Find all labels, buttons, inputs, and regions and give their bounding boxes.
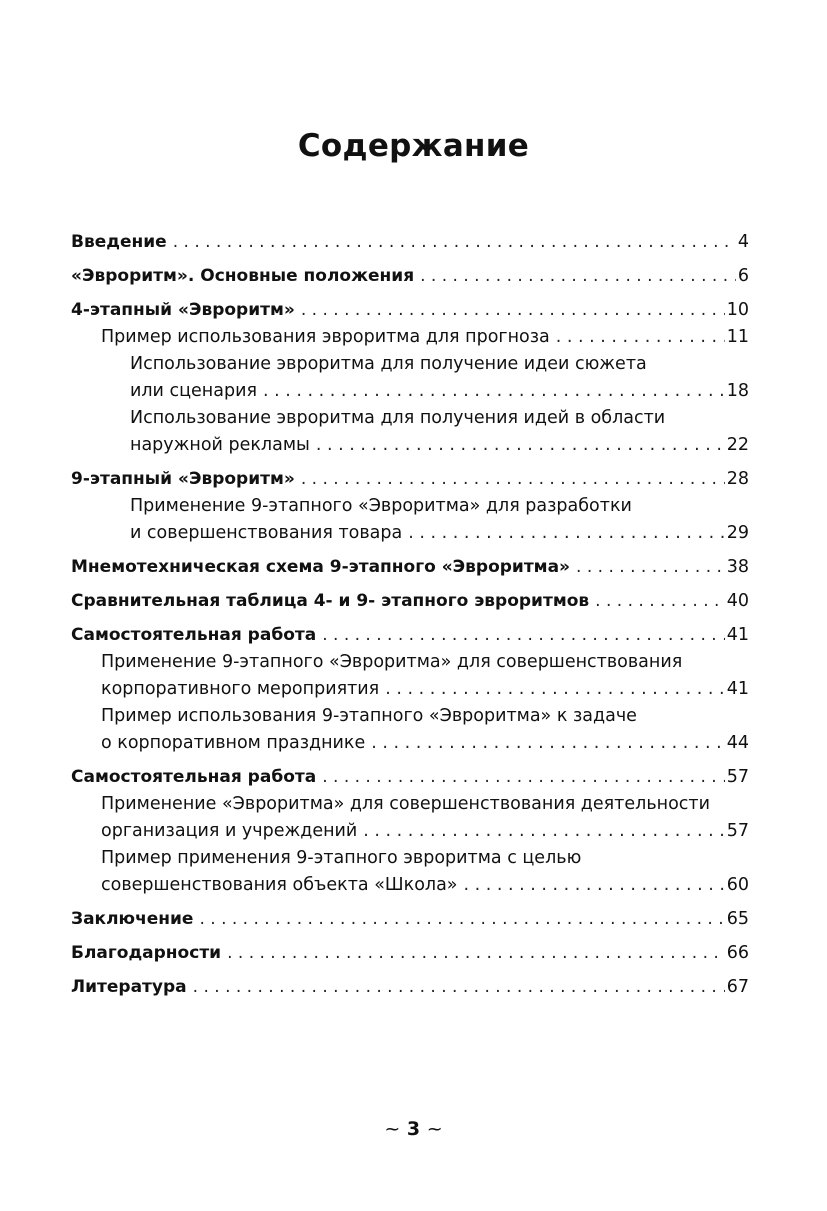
table-of-contents xyxy=(71,229,749,1001)
toc-page-number: 44 xyxy=(726,733,749,753)
toc-subentry[interactable] xyxy=(71,703,749,757)
dot-leader xyxy=(301,297,725,324)
toc-entry-title: 9-этапный «Эвроритм» xyxy=(71,469,295,489)
toc-entry-title: Использование эвроритма для получения идей в области xyxy=(130,408,666,428)
dot-leader xyxy=(408,520,724,547)
toc-subentry[interactable] xyxy=(71,493,749,547)
dot-leader xyxy=(464,872,725,899)
dot-leader xyxy=(363,818,724,845)
dot-leader xyxy=(173,229,736,256)
toc-page-number: 10 xyxy=(726,300,749,320)
toc-entry[interactable] xyxy=(71,297,749,324)
page-number xyxy=(0,1118,827,1140)
toc-page-number: 40 xyxy=(726,591,749,611)
toc-subentry[interactable] xyxy=(71,791,749,845)
tilde-right: ~ xyxy=(426,1118,443,1140)
toc-page-number: 57 xyxy=(726,821,749,841)
toc-page-number: 41 xyxy=(726,679,749,699)
toc-entry-title: Введение xyxy=(71,232,167,252)
toc-entry[interactable] xyxy=(71,229,749,256)
toc-entry-title: Литература xyxy=(71,977,187,997)
toc-page-number: 65 xyxy=(726,909,749,929)
toc-entry-title: Пример использования 9-этапного «Эвроритма» к задаче xyxy=(101,706,637,726)
dot-leader xyxy=(322,764,725,791)
toc-page-number: 66 xyxy=(726,943,749,963)
toc-subentry[interactable] xyxy=(71,351,749,405)
toc-entry[interactable] xyxy=(71,588,749,615)
toc-entry-title-cont: или сценария xyxy=(130,381,257,401)
toc-entry-title-cont: о корпоративном празднике xyxy=(101,733,366,753)
toc-entry-title-cont: организация и учреждений xyxy=(101,821,358,841)
dot-leader xyxy=(301,466,725,493)
toc-entry-title: Применение 9-этапного «Эвроритма» для разработки xyxy=(130,496,632,516)
toc-subentry[interactable] xyxy=(71,405,749,459)
toc-page-number: 41 xyxy=(726,625,749,645)
toc-entry[interactable] xyxy=(71,554,749,581)
dot-leader xyxy=(556,324,725,351)
toc-entry-title: Применение «Эвроритма» для совершенствования деятельности xyxy=(101,794,710,814)
toc-entry-title-cont: совершенствования объекта «Школа» xyxy=(101,875,458,895)
dot-leader xyxy=(322,622,725,649)
toc-entry[interactable] xyxy=(71,940,749,967)
toc-entry-title: Применение 9-этапного «Эвроритма» для совершенствования xyxy=(101,652,683,672)
toc-page-number: 29 xyxy=(726,523,749,543)
toc-page-number: 38 xyxy=(726,557,749,577)
dot-leader xyxy=(576,554,725,581)
dot-leader xyxy=(595,588,725,615)
toc-page-number: 60 xyxy=(726,875,749,895)
dot-leader xyxy=(385,676,725,703)
toc-page-number: 6 xyxy=(737,266,749,286)
dot-leader xyxy=(199,906,724,933)
dot-leader xyxy=(263,378,725,405)
dot-leader xyxy=(193,974,725,1001)
toc-subentry[interactable] xyxy=(71,324,749,351)
toc-page-number: 18 xyxy=(726,381,749,401)
dot-leader xyxy=(420,263,736,290)
toc-entry[interactable] xyxy=(71,466,749,493)
toc-entry-title: «Эвроритм». Основные положения xyxy=(71,266,415,286)
dot-leader xyxy=(227,940,725,967)
toc-entry-title: 4-этапный «Эвроритм» xyxy=(71,300,295,320)
toc-entry-title: Сравнительная таблица 4- и 9- этапного эвроритмов xyxy=(71,591,590,611)
toc-subentry[interactable] xyxy=(71,845,749,899)
toc-entry[interactable] xyxy=(71,622,749,649)
toc-subentry[interactable] xyxy=(71,649,749,703)
toc-entry[interactable] xyxy=(71,764,749,791)
toc-entry-title-cont: наружной рекламы xyxy=(130,435,310,455)
toc-entry[interactable] xyxy=(71,263,749,290)
toc-entry-title: Мнемотехническая схема 9-этапного «Эвроритма» xyxy=(71,557,571,577)
toc-entry[interactable] xyxy=(71,974,749,1001)
toc-entry-title: Пример применения 9-этапного эвроритма с целью xyxy=(101,848,582,868)
toc-page-number: 28 xyxy=(726,469,749,489)
tilde-left: ~ xyxy=(384,1118,401,1140)
toc-entry-title: Пример использования эвроритма для прогноза xyxy=(101,327,550,347)
toc-entry[interactable] xyxy=(71,906,749,933)
toc-page-number: 22 xyxy=(726,435,749,455)
toc-entry-title: Заключение xyxy=(71,909,194,929)
toc-entry-title-cont: корпоративного мероприятия xyxy=(101,679,380,699)
page-title: Содержание xyxy=(297,128,530,164)
toc-entry-title: Самостоятельная работа xyxy=(71,767,317,787)
dot-leader xyxy=(316,432,725,459)
toc-page-number: 4 xyxy=(737,232,749,252)
toc-page-number: 57 xyxy=(726,767,749,787)
toc-page-number: 67 xyxy=(726,977,749,997)
toc-entry-title: Самостоятельная работа xyxy=(71,625,317,645)
dot-leader xyxy=(371,730,724,757)
toc-entry-title: Использование эвроритма для получение идеи сюжета xyxy=(130,354,647,374)
page-number-value: 3 xyxy=(406,1118,421,1140)
toc-page-number: 11 xyxy=(726,327,749,347)
toc-entry-title-cont: и совершенствования товара xyxy=(130,523,403,543)
toc-entry-title: Благодарности xyxy=(71,943,222,963)
